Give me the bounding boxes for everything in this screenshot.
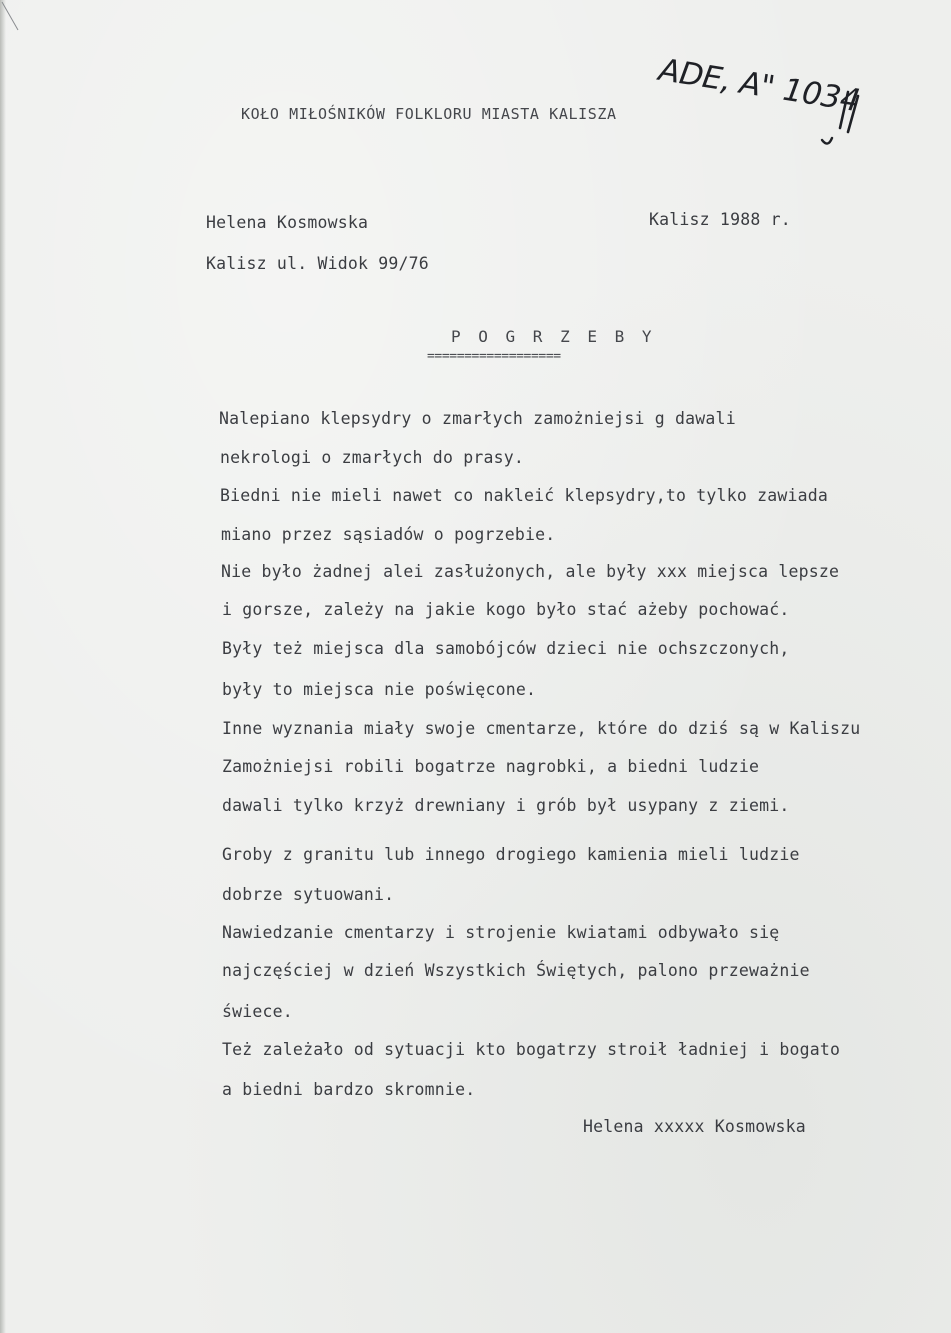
archive-mark-strokes [818,88,866,152]
text-line: świece. [222,1002,293,1021]
text-line: najczęściej w dzień Wszystkich Świętych, palono przeważnie [222,961,810,980]
archive-signature-mark: ADE, A" 1034 [656,52,863,120]
text-line: były to miejsca nie poświęcone. [222,680,537,699]
corner-mark [0,0,24,46]
text-line: dawali tylko krzyż drewniany i grób był usypany z ziemi. [222,796,790,815]
text-line: Nie było żadnej alei zasłużonych, ale były xxx miejsca lepsze [221,562,840,581]
text-line: Nawiedzanie cmentarzy i strojenie kwiatami odbywało się [222,923,780,942]
document-title: P O G R Z E B Y [451,327,656,346]
title-underline: ================== [427,349,561,364]
place-date: Kalisz 1988 r. [649,210,791,229]
text-line: Groby z granitu lub innego drogiego kamienia mieli ludzie [222,845,800,864]
text-line: dobrze sytuowani. [222,885,395,904]
text-line: miano przez sąsiadów o pogrzebie. [221,525,556,544]
page-edge-shadow [0,0,6,1333]
signature-line: Helena xxxxx Kosmowska [583,1117,806,1136]
text-line: Nalepiano klepsydry o zmarłych zamożniejsi g dawali [219,409,736,428]
text-line: Biedni nie mieli nawet co nakleić klepsydry,to tylko zawiada [220,486,829,505]
text-line: Też zależało od sytuacji kto bogatrzy stroił ładniej i bogato [222,1040,841,1059]
text-line: Były też miejsca dla samobójców dzieci nie ochszczonych, [222,639,790,658]
organization-header: KOŁO MIŁOŚNIKÓW FOLKLORU MIASTA KALISZA [241,105,617,123]
text-line: Inne wyznania miały swoje cmentarze, które do dziś są w Kaliszu [222,719,861,738]
text-line: a biedni bardzo skromnie. [222,1080,476,1099]
author-address: Kalisz ul. Widok 99/76 [206,254,429,273]
text-line: i gorsze, zależy na jakie kogo było stać ażeby pochować. [222,600,790,619]
text-line: Zamożniejsi robili bogatrze nagrobki, a biedni ludzie [222,757,760,776]
author-name: Helena Kosmowska [206,213,369,232]
text-line: nekrologi o zmarłych do prasy. [220,448,525,467]
